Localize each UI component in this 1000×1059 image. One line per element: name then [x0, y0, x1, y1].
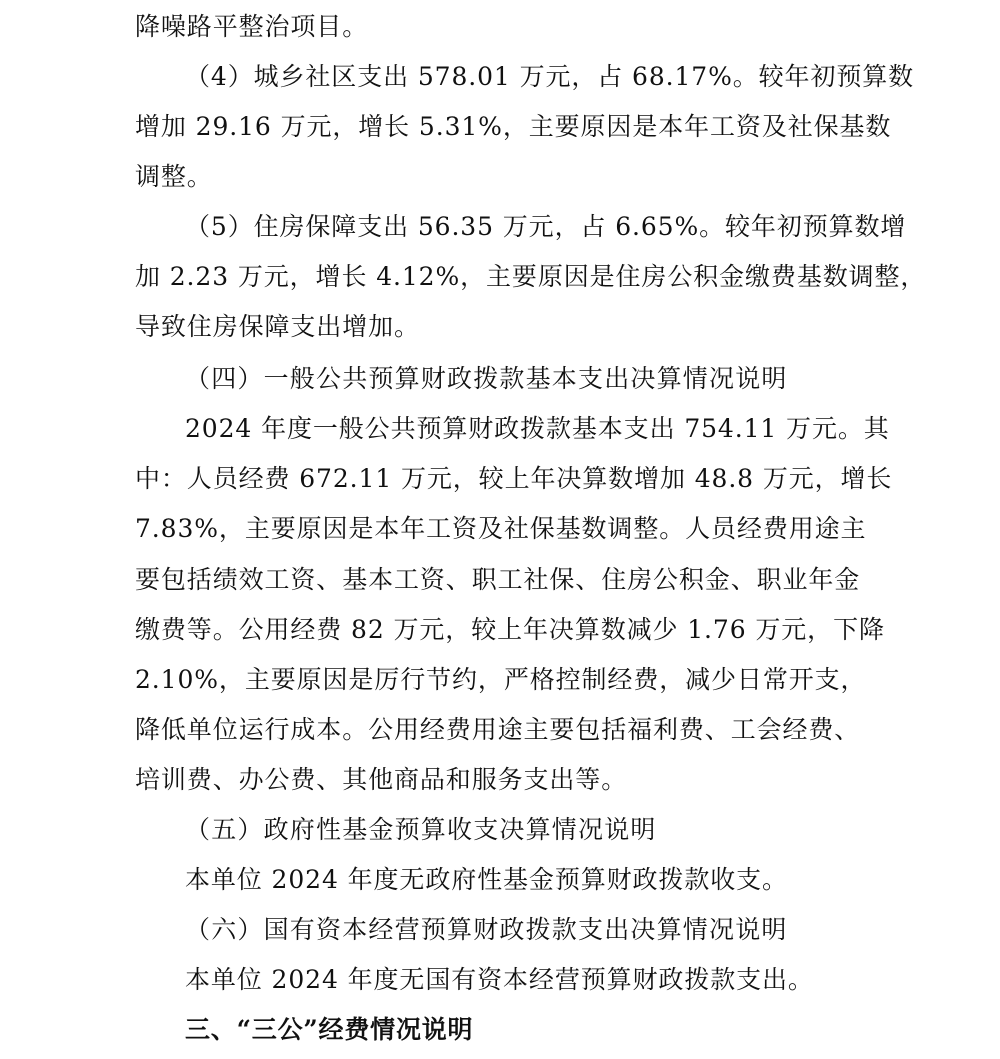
paragraph-line: 2024 年度一般公共预算财政拨款基本支出 754.11 万元。其	[185, 414, 890, 443]
subsection-heading: （六）国有资本经营预算财政拨款支出决算情况说明	[185, 915, 788, 944]
paragraph-line: 降噪路平整治项目。	[135, 12, 369, 41]
paragraph-line: 增加 29.16 万元，增长 5.31%，主要原因是本年工资及社保基数	[135, 112, 892, 141]
paragraph-line: 要包括绩效工资、基本工资、职工社保、住房公积金、职业年金	[135, 565, 861, 594]
paragraph-line: 调整。	[135, 162, 213, 191]
paragraph-line: 中：人员经费 672.11 万元，较上年决算数增加 48.8 万元，增长	[135, 464, 893, 493]
paragraph-line: 加 2.23 万元，增长 4.12%，主要原因是住房公积金缴费基数调整，	[135, 262, 927, 291]
section-heading: 三、“三公”经费情况说明	[185, 1015, 474, 1044]
paragraph-line: （5）住房保障支出 56.35 万元，占 6.65%。较年初预算数增	[185, 212, 907, 241]
paragraph-line: 培训费、办公费、其他商品和服务支出等。	[135, 765, 628, 794]
paragraph-line: 2.10%，主要原因是厉行节约，严格控制经费，减少日常开支，	[135, 665, 867, 694]
paragraph-line: 缴费等。公用经费 82 万元，较上年决算数减少 1.76 万元，下降	[135, 615, 885, 644]
paragraph-line: 本单位 2024 年度无国有资本经营预算财政拨款支出。	[185, 965, 814, 994]
paragraph-line: 导致住房保障支出增加。	[135, 312, 420, 341]
paragraph-line: 降低单位运行成本。公用经费用途主要包括福利费、工会经费、	[135, 715, 861, 744]
subsection-heading: （四）一般公共预算财政拨款基本支出决算情况说明	[185, 364, 788, 393]
subsection-heading: （五）政府性基金预算收支决算情况说明	[185, 815, 657, 844]
paragraph-line: （4）城乡社区支出 578.01 万元，占 68.17%。较年初预算数	[185, 62, 915, 91]
paragraph-line: 7.83%，主要原因是本年工资及社保基数调整。人员经费用途主	[135, 514, 867, 543]
paragraph-line: 本单位 2024 年度无政府性基金预算财政拨款收支。	[185, 865, 788, 894]
